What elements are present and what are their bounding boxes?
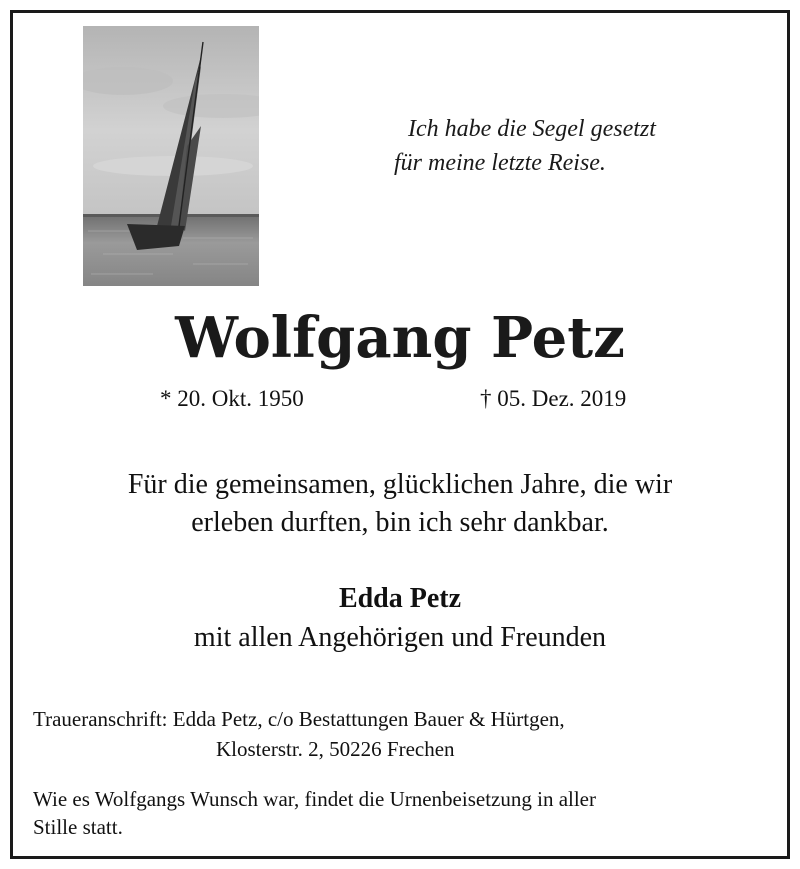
epitaph-quote <box>380 112 720 180</box>
address-line-1: Traueranschrift: Edda Petz, c/o Bestattungen Bauer & Hürtgen, <box>33 707 565 731</box>
sailboat-icon <box>83 26 259 286</box>
note-line-2: Stille statt. <box>33 815 123 839</box>
note-line-1: Wie es Wolfgangs Wunsch war, findet die Urnenbeisetzung in aller <box>33 787 597 811</box>
thanks-line-1: Für die gemeinsamen, glücklichen Jahre, die wir <box>127 469 673 500</box>
signer-name: Edda Petz <box>338 583 462 614</box>
death-date: † 05. Dez. 2019 <box>480 386 627 411</box>
thanks-line-2: erleben durften, bin ich sehr dankbar. <box>191 507 609 538</box>
sailboat-photo <box>83 26 259 286</box>
address-line-2: Klosterstr. 2, 50226 Frechen <box>216 737 455 761</box>
family-line: mit allen Angehörigen und Freunden <box>193 622 607 653</box>
mourning-address <box>33 704 773 764</box>
thanks-text <box>0 466 800 542</box>
deceased-name: Wolfgang Petz <box>175 305 625 371</box>
burial-note <box>33 785 773 841</box>
quote-line-2: für meine letzte Reise. <box>394 150 606 176</box>
birth-date: * 20. Okt. 1950 <box>160 386 304 411</box>
quote-line-1: Ich habe die Segel gesetzt <box>408 116 656 142</box>
